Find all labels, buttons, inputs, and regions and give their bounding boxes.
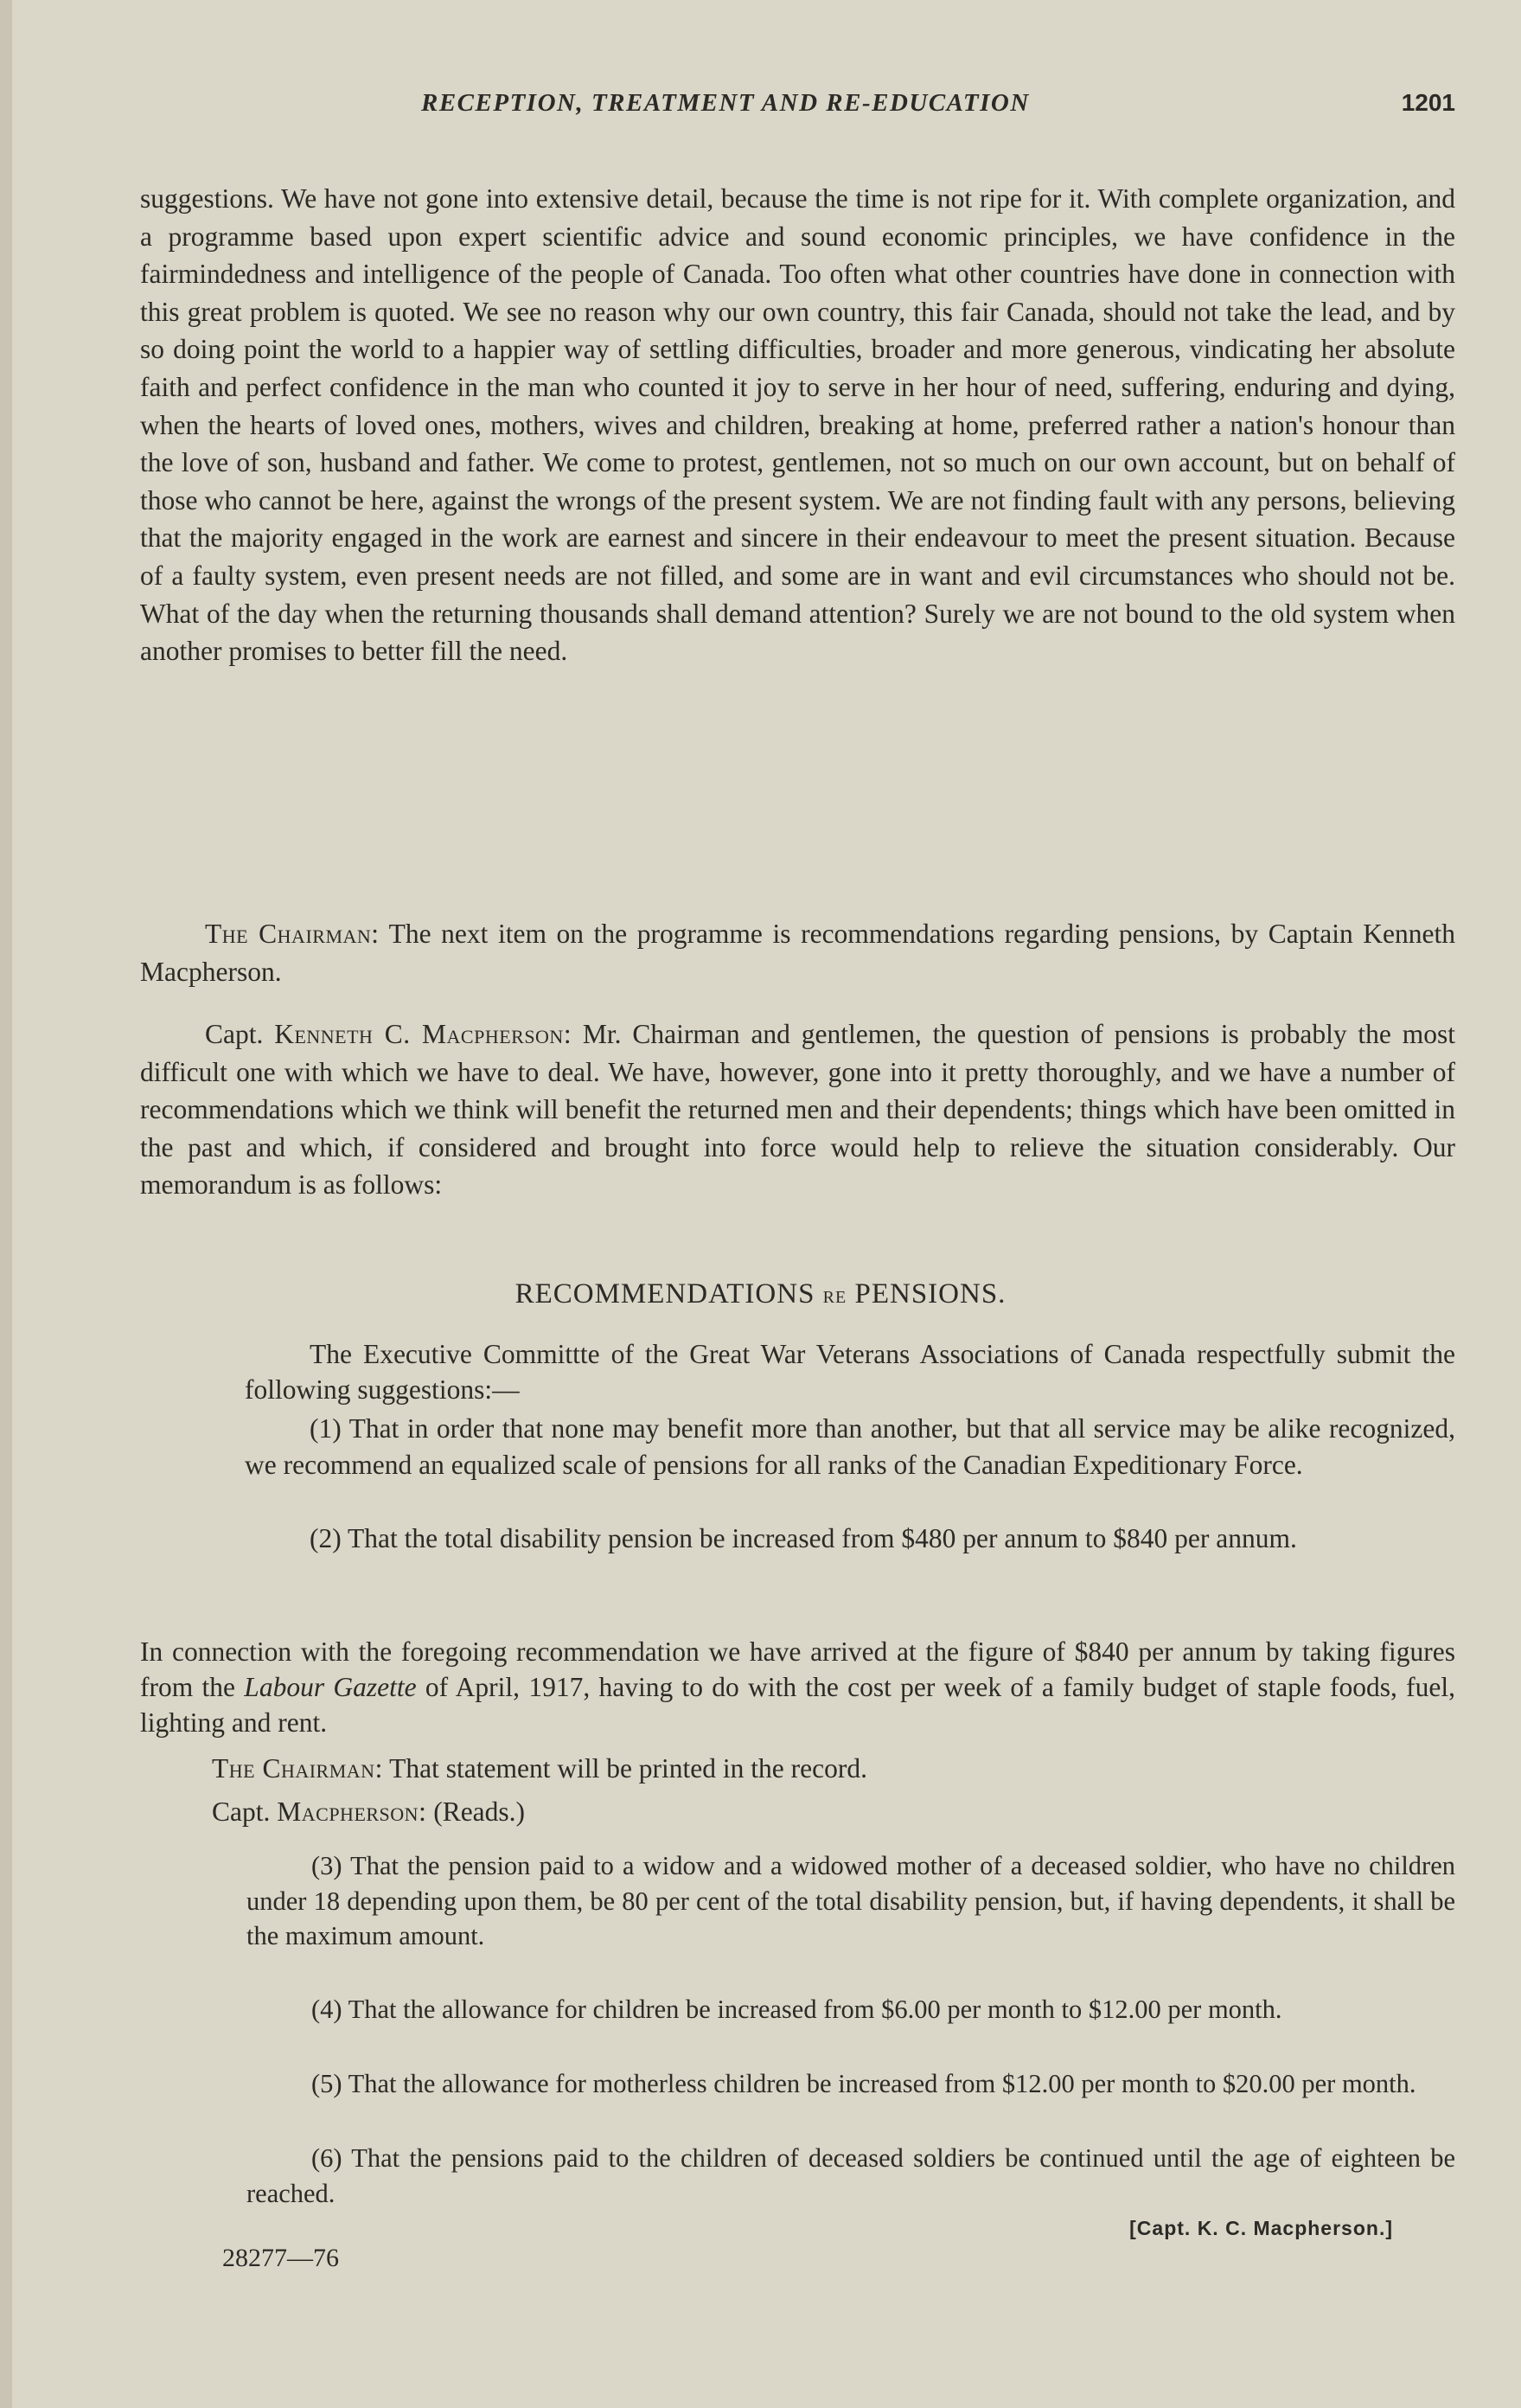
chairman-intro <box>140 915 1455 990</box>
heading-part: RECOMMENDATIONS <box>514 1278 815 1310</box>
heading-part: PENSIONS. <box>854 1278 1007 1310</box>
publication-title: Labour Gazette <box>244 1672 417 1702</box>
speech-text: Mr. Chairman and gentlemen, the question of pensions is probably the most difficult one with which we have to deal. We have, however, gone into it pretty thoroughly, and we have a number of recommendations which we think will benefit the returned men and their dependents; things which have been omitted in the past and which, if considered and brought into force would help to relieve the situation considerably. Our memorandum is as follows: <box>140 1019 1455 1201</box>
recommendation-item: (2) That the total disability pension be increased from $480 per annum to $840 per annum. <box>310 1523 1297 1553</box>
text-segment: of April, 1917, having to do with the cost per week of a family budget of staple foods, fuel, lighting and rent. <box>140 1672 1456 1738</box>
section-heading <box>0 1278 1521 1310</box>
heading-part: RE <box>822 1288 847 1307</box>
macpherson-statement <box>140 1015 1455 1204</box>
chairman-reply <box>212 1750 1455 1788</box>
speaker-label: Kenneth C. Macpherson: <box>274 1019 572 1049</box>
signature-line: [Capt. K. C. Macpherson.] <box>1129 2217 1393 2239</box>
speaker-label: The Chairman: <box>205 919 380 949</box>
recommendation-item: (5) That the allowance for motherless children be increased from $12.00 per month to $20.00 per month. <box>311 2069 1416 2098</box>
speaker-prefix: Capt. <box>212 1796 271 1827</box>
recommendation-item: (6) That the pensions paid to the children of deceased soldiers be continued until the age of eighteen be reached. <box>246 2143 1455 2208</box>
body-paragraph: suggestions. We have not gone into extensive detail, because the time is not ripe for it. With complete organization, and a programme based upon expert scientific advice and sound economic principles, we have confidence in the fairmindedness and intelligence of the people of Canada. Too often what other countries have done in connection with this great problem is quoted. We see no reason why our own country, this fair Canada, should not take the lead, and by so doing point the world to a happier way of settling difficulties, broader and more generous, vindicating her absolute faith and perfect confidence in the man who counted it joy to serve in her hour of need, suffering, enduring and dying, when the hearts of loved ones, mothers, wives and children, breaking at home, preferred rather a nation's honour than the love of son, husband and father. We come to protest, gentlemen, not so much on our own account, but on behalf of those who cannot be here, against the wrongs of the present system. We are not finding fault with any persons, believing that the majority engaged in the work are earnest and sincere in their endeavour to meet the present situation. Because of a faulty system, even present needs are not filled, and some are in want and evil circumstances who should not be. What of the day when the returning thousands shall demand attention? Surely we are not bound to the old system when another promises to better fill the need. <box>140 183 1455 667</box>
recommendation-item: (4) That the allowance for children be increased from $6.00 per month to $12.00 per month. <box>311 1995 1282 2024</box>
page-header <box>0 89 1521 124</box>
book-spine-edge <box>0 0 12 2408</box>
speaker-label: Macpherson: <box>277 1796 427 1827</box>
macpherson-reads <box>212 1793 1455 1831</box>
recommendation-item: (1) That in order that none may benefit more than another, but that all service may be alike recognized, we recommend an equalized scale of pensions for all ranks of the Canadian Expeditionary Force. <box>245 1413 1455 1480</box>
document-code: 28277—76 <box>222 2244 339 2272</box>
speaker-label: The Chairman: <box>212 1753 383 1784</box>
recommendation-item: (3) That the pension paid to a widow and a widowed mother of a deceased soldier, who have no children under 18 depending upon them, be 80 per cent of the total disability pension, but, if having dependents, it shall be the maximum amount. <box>246 1851 1455 1950</box>
page-number: 1201 <box>1401 89 1455 116</box>
speech-text: That statement will be printed in the record. <box>389 1753 867 1784</box>
speech-text: (Reads.) <box>433 1796 526 1827</box>
memo-intro: The Executive Committte of the Great War Veterans Associations of Canada respectfully submit the following suggestions:— <box>245 1339 1455 1405</box>
running-head: RECEPTION, TREATMENT AND RE-EDUCATION <box>421 89 1030 117</box>
speaker-prefix: Capt. <box>205 1019 264 1049</box>
text-segment: In connection with the foregoing recommendation we have arrived at the figure of $840 per annum by taking figures from the <box>140 1636 1455 1702</box>
connection-paragraph <box>140 1634 1455 1740</box>
speech-text: The next item on the programme is recommendations regarding pensions, by Captain Kenneth Macpherson. <box>140 919 1455 987</box>
